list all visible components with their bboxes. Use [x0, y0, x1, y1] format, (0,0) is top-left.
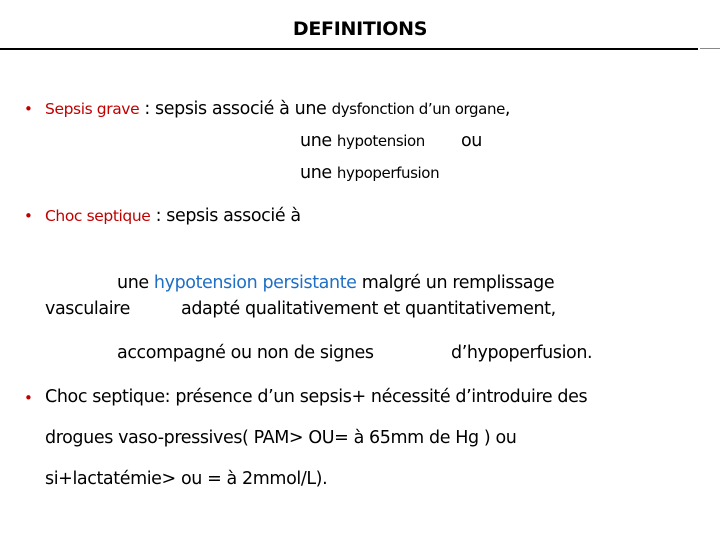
title-underline-tail	[700, 48, 720, 49]
choc-septique-line-4a: accompagné ou non de signes	[117, 343, 374, 363]
choc-septique-def-line-3: si+lactatémie> ou = à 2mmol/L).	[45, 469, 328, 489]
term-choc-septique: Choc septique	[45, 207, 151, 225]
term-sepsis-grave: Sepsis grave	[45, 100, 140, 118]
bullet-choc-septique: •	[24, 207, 33, 225]
sepsis-grave-line-2: une hypotension	[300, 131, 425, 151]
choc-septique-line-1: Choc septique : sepsis associé à	[45, 206, 301, 226]
bullet-choc-septique-def: •	[24, 389, 33, 407]
choc-septique-def-line-1: Choc septique: présence d’un sepsis+ nécessité d’introduire des	[45, 387, 588, 407]
page-title: DEFINITIONS	[292, 18, 428, 40]
bullet-sepsis-grave: •	[24, 100, 33, 118]
choc-septique-line-3a: vasculaire	[45, 299, 130, 319]
choc-septique-line-4b: d’hypoperfusion.	[451, 343, 593, 363]
sepsis-grave-line-1: Sepsis grave : sepsis associé à une dysfonction d’un organe,	[45, 99, 511, 119]
title-underline	[0, 48, 698, 50]
choc-septique-line-3b: adapté qualitativement et quantitativement,	[181, 299, 556, 319]
choc-septique-def-line-2: drogues vaso-pressives( PAM> OU= à 65mm de Hg ) ou	[45, 428, 517, 448]
sepsis-grave-line-3: une hypoperfusion	[300, 163, 440, 183]
hypotension-persistante-highlight: hypotension persistante	[153, 273, 357, 293]
sepsis-grave-ou: ou	[461, 131, 482, 151]
choc-septique-line-2: une hypotension persistante malgré un remplissage	[117, 273, 555, 293]
